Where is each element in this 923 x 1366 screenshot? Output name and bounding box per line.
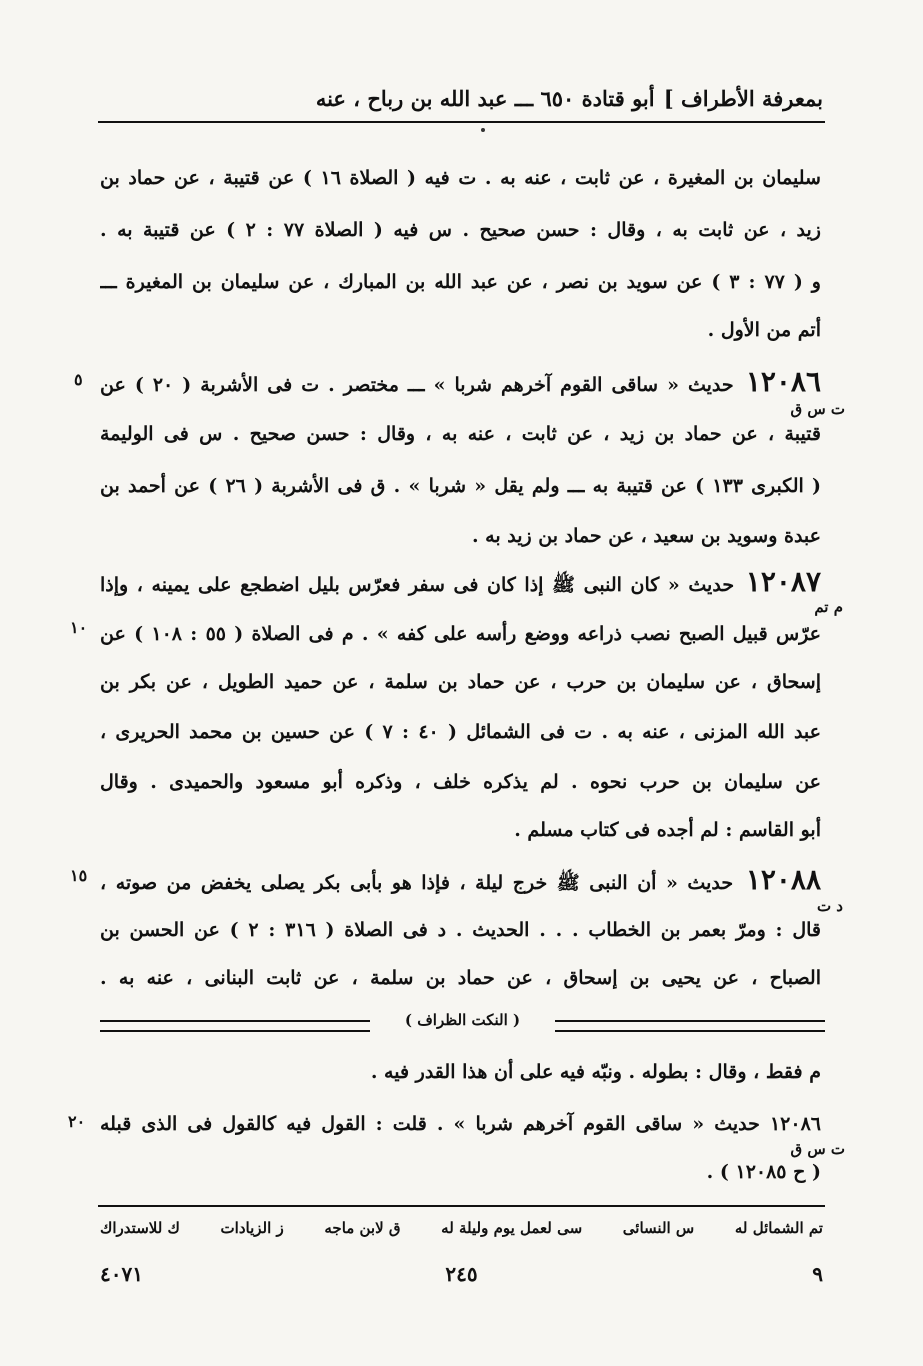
body-line: قال : ومرّ بعمر بن الخطاب . . . الحديث . د فى الصلاة ( ٣١٦ : ٢ ) عن الحسن بن xyxy=(100,919,821,941)
header-book-title: بمعرفة الأطراف ] xyxy=(663,85,823,111)
body-line: و ( ٧٧ : ٣ ) عن سويد بن نصر ، عن عبد الله بن المبارك ، عن سليمان بن المغيرة ـــ xyxy=(100,271,821,293)
header-section-title: أبو قتادة ٦٥٠ ـــ عبد الله بن رباح ، عنه xyxy=(315,85,655,111)
volume-number: ٩ xyxy=(812,1262,823,1286)
body-line: عرّس قبيل الصبح نصب ذراعه ووضع رأسه على كفه » . م فى الصلاة ( ٥٥ : ١٠٨ ) عن xyxy=(100,623,821,645)
hadith-text: حديث « ساقى القوم آخرهم شربا » ـــ مختصر . ت فى الأشربة ( ٢٠ ) عن xyxy=(100,374,734,396)
page-footer xyxy=(100,1262,823,1292)
body-line: إسحاق ، عن سليمان بن حرب ، عن حماد بن سلمة ، عن حميد الطويل ، عن بكر بن xyxy=(100,671,821,693)
line-number: ٢٠ xyxy=(68,1112,86,1131)
page-number: ٢٤٥ xyxy=(445,1262,478,1286)
hadith-text: حديث « ساقى القوم آخرهم شربا » . قلت : القول فيه كالقول فى الذى قبله xyxy=(100,1113,760,1135)
line-number: ١٠ xyxy=(70,618,88,637)
body-line: عن سليمان بن حرب نحوه . لم يذكره خلف ، وذكره أبو مسعود والحميدى . وقال xyxy=(100,771,821,793)
running-header xyxy=(100,78,823,118)
sequence-number: ٤٠٧١ xyxy=(100,1262,143,1286)
hadith-number-small: ١٢٠٨٦ xyxy=(759,1113,821,1135)
body-line: زيد ، عن ثابت به ، وقال : حسن صحيح . س فيه ( الصلاة ٧٧ : ٢ ) عن قتيبة به . xyxy=(100,219,821,241)
legend-item: ق لابن ماجه xyxy=(324,1219,401,1237)
hadith-number: ١٢٠٨٨ xyxy=(733,863,821,896)
hadith-entry-line xyxy=(100,854,821,906)
legend-item: س النسائى xyxy=(622,1219,695,1237)
hadith-entry-line xyxy=(100,556,821,608)
body-line: عبد الله المزنى ، عنه به . ت فى الشمائل ( ٤٠ : ٧ ) عن حسين بن محمد الحريرى ، xyxy=(100,721,821,743)
legend-item: سى لعمل يوم وليلة له xyxy=(441,1219,583,1237)
ink-speck xyxy=(481,128,485,132)
legend-item: ز الزيادات xyxy=(220,1219,284,1237)
legend-item: تم الشمائل له xyxy=(734,1219,823,1237)
section-divider xyxy=(100,1012,825,1036)
margin-siglum: ت س ق xyxy=(790,1140,845,1158)
hadith-entry-line xyxy=(100,356,821,408)
margin-siglum: د ت xyxy=(816,897,843,915)
body-line: أتم من الأول . xyxy=(707,319,821,341)
margin-siglum: ت س ق xyxy=(790,400,845,418)
divider-title: ( النكت الظراف ) xyxy=(404,1011,521,1029)
body-line: قتيبة ، عن حماد بن زيد ، عن ثابت ، عنه به ، وقال : حسن صحيح . س فى الوليمة xyxy=(100,423,821,445)
body-line: عبدة وسويد بن سعيد ، عن حماد بن زيد به . xyxy=(471,525,821,547)
body-line: سليمان بن المغيرة ، عن ثابت ، عنه به . ت فيه ( الصلاة ١٦ ) عن قتيبة ، عن حماد بن xyxy=(100,167,821,189)
margin-siglum: م تم xyxy=(814,598,843,616)
body-line: الصباح ، عن يحيى بن إسحاق ، عن حماد بن سلمة ، عن ثابت البنانى ، عنه به . xyxy=(100,967,821,989)
divider-rule-left xyxy=(100,1020,370,1032)
hadith-number: ١٢٠٨٦ xyxy=(733,365,821,398)
body-line: أبو القاسم : لم أجده فى كتاب مسلم . xyxy=(514,819,821,841)
hadith-number: ١٢٠٨٧ xyxy=(734,565,821,598)
line-number: ١٥ xyxy=(70,866,88,885)
note-line: ( ح ١٢٠٨٥ ) . xyxy=(706,1161,821,1183)
hadith-text: حديث « أن النبى ﷺ خرج ليلة ، فإذا هو بأبى بكر يصلى يخفض من صوته ، xyxy=(100,872,734,894)
hadith-entry-line xyxy=(100,1098,821,1150)
header-rule xyxy=(98,121,825,123)
line-number: ٥ xyxy=(74,370,83,389)
abbreviation-legend xyxy=(100,1213,823,1243)
legend-item: ك للاستدراك xyxy=(100,1219,180,1237)
body-line: ( الكبرى ١٣٣ ) عن قتيبة به ـــ ولم يقل « شربا » . ق فى الأشربة ( ٢٦ ) عن أحمد بن xyxy=(100,475,821,497)
note-line: م فقط ، وقال : بطوله . ونبّه فيه على أن هذا القدر فيه . xyxy=(370,1061,821,1083)
divider-rule-right xyxy=(555,1020,825,1032)
footer-rule xyxy=(98,1205,825,1207)
hadith-text: حديث « كان النبى ﷺ إذا كان فى سفر فعرّس بليل اضطجع على يمينه ، وإذا xyxy=(100,574,735,596)
